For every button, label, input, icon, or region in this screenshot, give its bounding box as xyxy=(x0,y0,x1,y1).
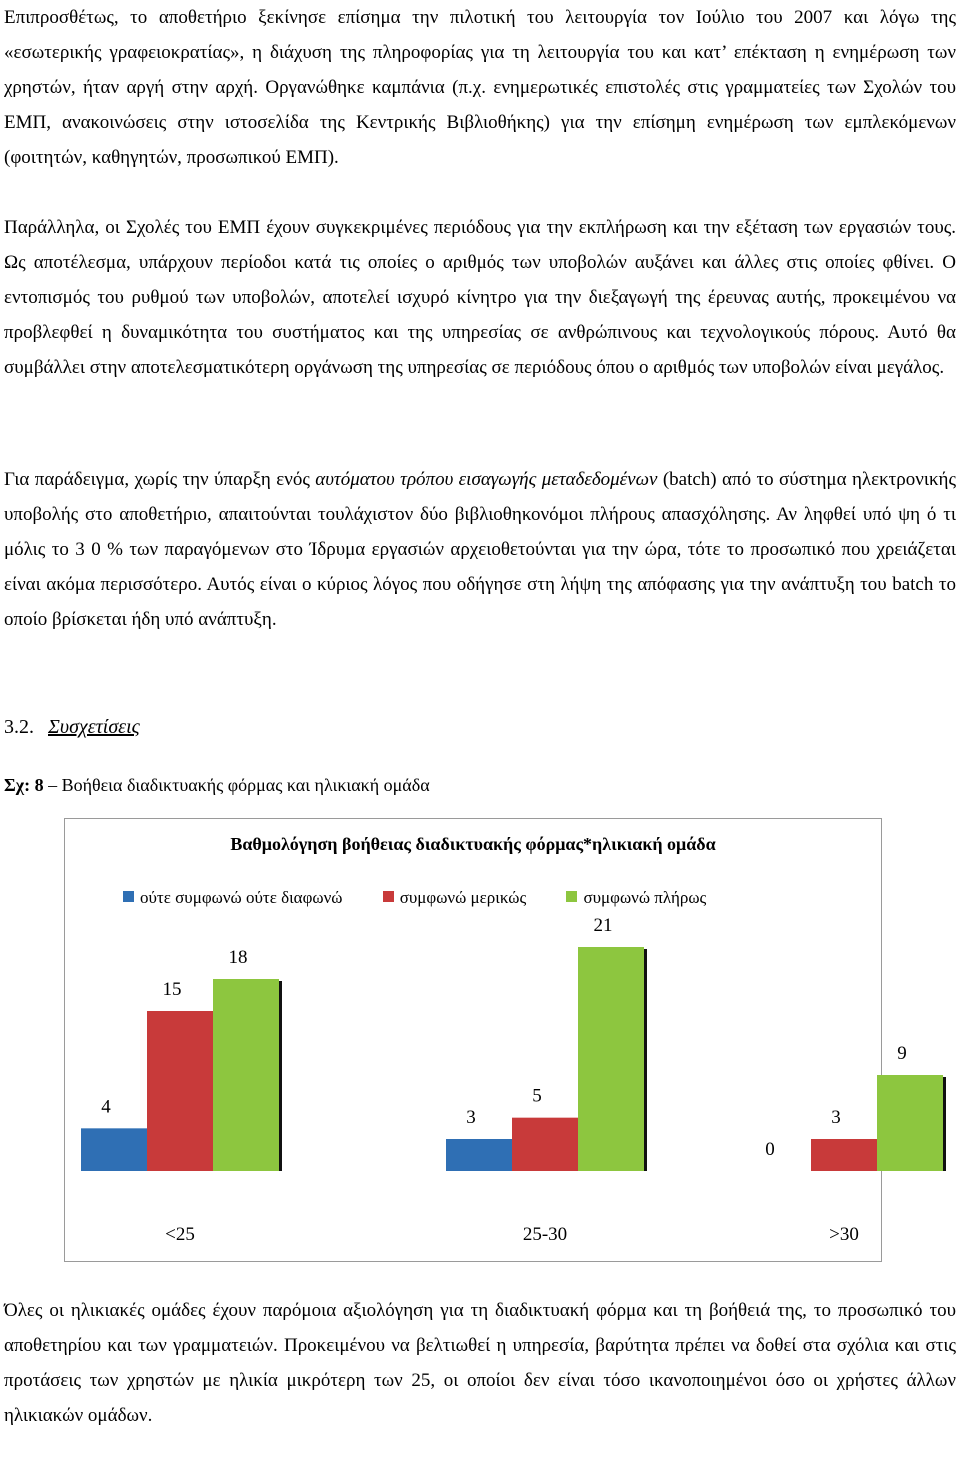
section-title: Συσχετίσεις xyxy=(48,716,140,738)
figure-caption-text: – Βοήθεια διαδικτυακής φόρμας και ηλικιακή ομάδα xyxy=(43,775,430,795)
section-heading xyxy=(4,712,140,742)
bar-2-2 xyxy=(877,1075,943,1171)
bar-chart xyxy=(64,818,907,1262)
bar-2-1 xyxy=(811,1139,877,1171)
paragraph-batch-example xyxy=(4,462,956,637)
bar-0-2 xyxy=(213,979,279,1171)
paragraph-batch-text-start: Για παράδειγμα, χωρίς την ύπαρξη ενός xyxy=(4,469,316,490)
figure-label: Σχ: 8 xyxy=(4,775,44,795)
bar-value-label: 3 xyxy=(831,1107,841,1128)
bar-1-0 xyxy=(446,1139,512,1171)
paragraph-conclusion: Όλες οι ηλικιακές ομάδες έχουν παρόμοια αξιολόγηση για τη διαδικτυακή φόρμα και τη βοήθειά της, το προσωπικό του αποθετηρίου και των γραμματειών. Προκειμένου να βελτιωθεί η υπηρεσία, βαρύτητα πρέπει να δοθεί στα σχόλια και στις προτάσεις των χρηστών με ηλικία μικρότερη των 25, οι οποίοι δεν είναι τόσο ικανοποιημένοι όσο οι χρήστες άλλων ηλικιακών ομάδων. xyxy=(4,1300,956,1426)
legend-label-neutral: ούτε συμφωνώ ούτε διαφωνώ xyxy=(140,888,343,907)
category-label: <25 xyxy=(165,1224,195,1245)
bar-value-label: 21 xyxy=(593,915,613,936)
legend-label-partial: συμφωνώ μερικώς xyxy=(399,888,527,907)
legend-label-full: συμφωνώ πλήρως xyxy=(583,888,707,907)
bar-value-label: 4 xyxy=(101,1096,111,1118)
bar-value-label: 15 xyxy=(162,979,182,1000)
category-label: 25-30 xyxy=(522,1224,568,1245)
bar-value-label: 9 xyxy=(897,1043,907,1064)
chart-plot-area xyxy=(65,819,907,1263)
paragraph-submission-periods: Παράλληλα, οι Σχολές του ΕΜΠ έχουν συγκεκριμένες περιόδους για την εκπλήρωση και την εξέταση των εργασιών τους. Ως αποτέλεσμα, υπάρχουν περίοδοι κατά τις οποίες ο αριθμός των υποβολών αυξάνει και άλλες στις οποίες φθίνει. Ο εντοπισμός του ρυθμού των υποβολών, αποτελεί ισχυρό κίνητρο για την διεξαγωγή της έρευνας αυτής, προκειμένου να προβλεφθεί η δυναμικότητα του συστήματος και της υπηρεσίας σε ανθρώπινους και τεχνολογικούς πόρους. Αυτό θα συμβάλλει στην αποτελεσματικότερη οργάνωση της υπηρεσίας σε περιόδους όπου ο αριθμός των υποβολών είναι μεγάλος. xyxy=(4,217,956,378)
bar-value-label: 0 xyxy=(765,1139,775,1160)
bar-value-label: 5 xyxy=(532,1085,542,1107)
bar-value-label: 18 xyxy=(228,947,248,968)
bar-0-1 xyxy=(147,1011,213,1171)
bar-1-2 xyxy=(578,947,644,1171)
figure-caption xyxy=(4,770,430,800)
bar-0-0 xyxy=(81,1128,147,1171)
paragraph-batch-text-end: (batch) από το σύστημα ηλεκτρονικής υποβολής στο αποθετήριο, απαιτούνται τουλάχιστον δύο βιβλιοθηκονόμοι πλήρους απασχόλησης. Αν ληφθεί υπό ψη ό τι μόλις το 3 0 % των παραγόμενων στο Ίδρυμα εργασιών αρχειοθετούνται για την ώρα, τότε το προσωπικό που χρειάζεται είναι ακόμα περισσότερο. Αυτός είναι ο κύριος λόγος που οδήγησε στη λήψη της απόφασης για την ανάπτυξη του batch το οποίο βρίσκεται ήδη υπό ανάπτυξη. xyxy=(4,469,957,630)
bar-1-1 xyxy=(512,1118,578,1171)
category-label: >30 xyxy=(829,1224,859,1245)
chart-title: Βαθμολόγηση βοήθειας διαδικτυακής φόρμας*ηλικιακή ομάδα xyxy=(230,834,716,854)
section-number: 3.2. xyxy=(4,716,34,738)
bar-value-label: 3 xyxy=(466,1107,476,1128)
paragraph-batch-italic: αυτόματου τρόπου εισαγωγής μεταδεδομένων xyxy=(315,469,658,490)
paragraph-intro: Επιπροσθέτως, το αποθετήριο ξεκίνησε επίσημα την πιλοτική του λειτουργία τον Ιούλιο του 2007 και λόγω της «εσωτερικής γραφειοκρατίας», η διάχυση της πληροφορίας για τη λειτουργία του και κατ’ επέκταση η ενημέρωση των χρηστών, ήταν αργή στην αρχή. Οργανώθηκε καμπάνια (π.χ. ενημερωτικές επιστολές στις γραμματείες των Σχολών του ΕΜΠ, ανακοινώσεις στην ιστοσελίδα της Κεντρικής Βιβλιοθήκης) για την επίσημη ενημέρωση των εμπλεκόμενων (φοιτητών, καθηγητών, προσωπικού ΕΜΠ). xyxy=(4,7,956,168)
